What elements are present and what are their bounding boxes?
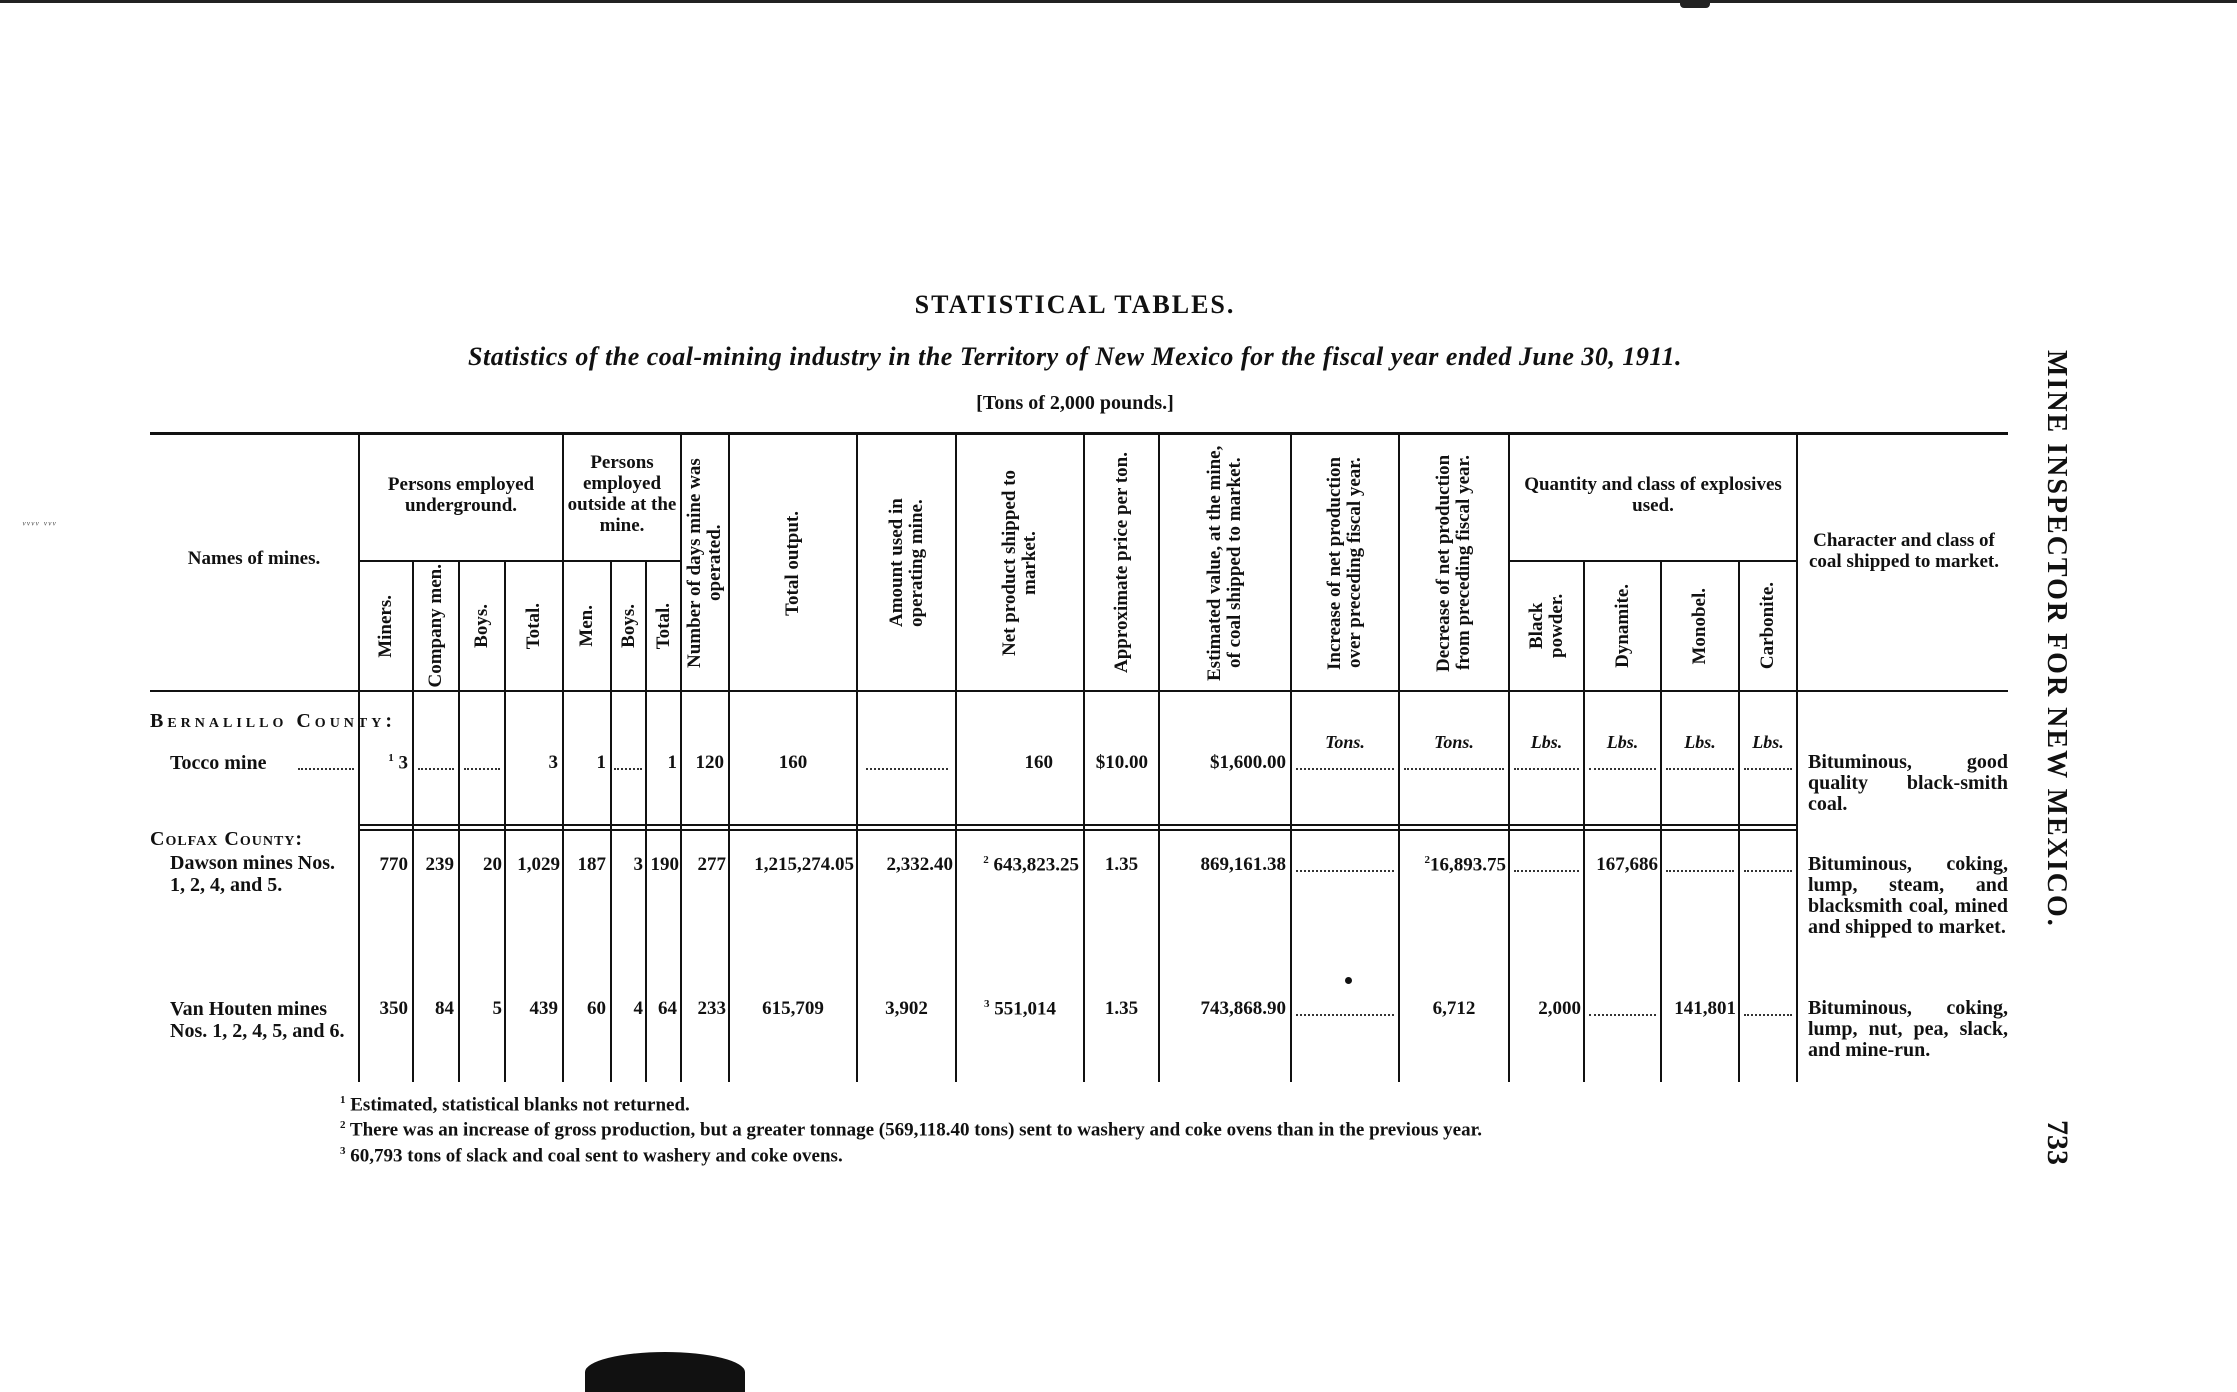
header-names: Names of mines. bbox=[187, 548, 321, 569]
county-name: Colfax County: bbox=[150, 828, 304, 850]
unit-increase: Tons. bbox=[1325, 732, 1365, 752]
footnotes bbox=[340, 1090, 1482, 1166]
blank-company-men bbox=[418, 768, 454, 770]
unit-dynamite: Lbs. bbox=[1606, 732, 1639, 752]
cell-total-output: 160 bbox=[778, 752, 808, 773]
header-black-powder: Black powder. bbox=[1525, 593, 1567, 659]
cell-men-outside: 1 bbox=[596, 752, 606, 773]
header-outside-group: Persons employed outside at the mine. bbox=[567, 452, 677, 536]
blank-increase bbox=[1296, 870, 1394, 872]
group-rule-explosives bbox=[1508, 560, 1796, 562]
col-rule bbox=[1796, 432, 1798, 1082]
cell-net-product: $^3$ 551,014 bbox=[984, 998, 1056, 1020]
footnote: $^1$ Estimated, statistical blanks not returned. bbox=[340, 1094, 690, 1116]
cell-total-output: 1,215,274.05 bbox=[754, 854, 854, 875]
scan-artifact-blob bbox=[585, 1352, 745, 1392]
header-men-outside: Men. bbox=[576, 605, 597, 647]
header-price: Approximate price per ton. bbox=[1110, 452, 1132, 674]
leader-dots bbox=[298, 768, 354, 770]
header-bottom-rule bbox=[150, 690, 2008, 692]
col-rule bbox=[1508, 432, 1510, 1082]
blank-dynamite bbox=[1589, 1014, 1656, 1016]
cell-price: 1.35 bbox=[1104, 998, 1139, 1019]
header-total-outside: Total. bbox=[652, 602, 674, 650]
cell-boys-outside: 3 bbox=[633, 854, 643, 875]
header-monobel: Monobel. bbox=[1689, 587, 1710, 665]
cell-days: 277 bbox=[697, 854, 726, 875]
header-amount-used: Amount used in operating mine. bbox=[885, 498, 927, 628]
stray-dot bbox=[1345, 977, 1352, 984]
footnote: $^2$ There was an increase of gross production, but a greater tonnage (569,118.40 tons) sent to washery and coke ovens than in the previous year. bbox=[340, 1119, 1483, 1141]
section-rule-2 bbox=[358, 829, 1798, 831]
header-increase: Increase of net production over preceding fiscal year. bbox=[1324, 456, 1365, 670]
header-company-men: Company men. bbox=[425, 564, 446, 688]
mine-name: Van Houten mines Nos. 1, 2, 4, 5, and 6. bbox=[170, 998, 345, 1042]
cell-total-output: 615,709 bbox=[762, 998, 824, 1019]
mine-name: Tocco mine bbox=[170, 752, 267, 774]
blank-dynamite bbox=[1589, 768, 1656, 770]
page-number: 733 bbox=[2041, 1120, 2074, 1165]
cell-monobel: 141,801 bbox=[1674, 998, 1736, 1019]
header-carbonite: Carbonite. bbox=[1757, 582, 1778, 670]
cell-boys-outside: 4 bbox=[633, 998, 643, 1019]
page-title: STATISTICAL TABLES. bbox=[914, 290, 1236, 319]
blank-increase bbox=[1296, 768, 1394, 770]
cell-total-underground: 1,029 bbox=[517, 854, 560, 875]
blank-carbonite bbox=[1744, 1014, 1792, 1016]
footnote: $^3$ 60,793 tons of slack and coal sent to washery and coke ovens. bbox=[340, 1144, 843, 1166]
header-boys-underground: Boys. bbox=[471, 604, 492, 648]
cell-men-outside: 187 bbox=[577, 854, 606, 875]
cell-decrease: $^2$16,893.75 bbox=[1424, 854, 1506, 876]
cell-miners: 770 bbox=[379, 854, 408, 875]
unit-carbonite: Lbs. bbox=[1752, 732, 1784, 752]
header-miners: Miners. bbox=[375, 594, 396, 658]
header-decrease: Decrease of net production from preceding fiscal year. bbox=[1433, 454, 1474, 672]
cell-net-product: $^2$ 643,823.25 bbox=[983, 854, 1079, 876]
cell-dynamite: 167,686 bbox=[1596, 854, 1658, 875]
blank-carbonite bbox=[1744, 870, 1792, 872]
cell-estimated-value: 743,868.90 bbox=[1200, 998, 1286, 1019]
header-explosives-group: Quantity and class of explosives used. bbox=[1524, 474, 1782, 516]
cell-amount-used: 2,332.40 bbox=[886, 854, 953, 875]
county-name: Bernalillo County: bbox=[150, 710, 397, 732]
top-edge-line bbox=[0, 0, 2237, 3]
cell-men-outside: 60 bbox=[587, 998, 606, 1019]
cell-company-men: 84 bbox=[435, 998, 454, 1019]
cell-total-outside: 64 bbox=[658, 998, 677, 1019]
header-days-operated: Number of days mine was operated. bbox=[684, 458, 725, 668]
cell-days: 120 bbox=[695, 752, 724, 773]
cell-net-product: 160 bbox=[1024, 752, 1053, 773]
cell-total-outside: 1 bbox=[667, 752, 677, 773]
blank-boys-outside bbox=[614, 768, 642, 770]
unit-note: [Tons of 2,000 pounds.] bbox=[976, 392, 1174, 414]
running-head: MINE INSPECTOR FOR NEW MEXICO. bbox=[2041, 350, 2072, 928]
cell-miners: $^1$ 3 bbox=[388, 752, 408, 774]
header-total-output: Total output. bbox=[782, 510, 803, 616]
table-caption: Statistics of the coal-mining industry in the Territory of New Mexico for the fiscal year ended June 30, 1911. bbox=[468, 342, 1682, 371]
section-rule-1 bbox=[358, 824, 1798, 826]
blank-black-powder bbox=[1514, 870, 1579, 872]
cell-total-outside: 190 bbox=[650, 854, 679, 875]
header-boys-outside: Boys. bbox=[617, 604, 639, 648]
cell-estimated-value: $1,600.00 bbox=[1210, 752, 1286, 773]
cell-days: 233 bbox=[697, 998, 726, 1019]
cell-estimated-value: 869,161.38 bbox=[1200, 854, 1286, 875]
header-net-product: Net product shipped to market. bbox=[999, 470, 1040, 656]
cell-total-underground: 3 bbox=[548, 752, 558, 773]
unit-decrease: Tons. bbox=[1434, 732, 1474, 752]
group-rule-persons bbox=[358, 560, 680, 562]
unit-monobel: Lbs. bbox=[1684, 732, 1716, 752]
scan-artifact-mark bbox=[1680, 0, 1710, 8]
unit-black-powder: Lbs. bbox=[1530, 732, 1563, 752]
cell-black-powder: 2,000 bbox=[1538, 998, 1581, 1019]
blank-amount-used bbox=[866, 768, 948, 770]
header-dynamite: Dynamite. bbox=[1611, 584, 1633, 668]
blank-increase bbox=[1296, 1014, 1394, 1016]
cell-decrease: 6,712 bbox=[1432, 998, 1476, 1019]
header-underground-group: Persons employed underground. bbox=[387, 474, 535, 516]
table-top-rule bbox=[150, 432, 2008, 435]
blank-black-powder bbox=[1514, 768, 1579, 770]
header-total-underground: Total. bbox=[523, 602, 544, 650]
cell-total-underground: 439 bbox=[529, 998, 558, 1019]
cell-boys: 5 bbox=[492, 998, 502, 1019]
header-character: Character and class of coal shipped to market. bbox=[1809, 530, 1999, 572]
blank-monobel bbox=[1666, 768, 1734, 770]
cell-company-men: 239 bbox=[425, 854, 454, 875]
blank-decrease bbox=[1404, 768, 1504, 770]
cell-character: Bituminous, coking, lump, steam, and blacksmith coal, mined and shipped to market. bbox=[1808, 853, 2008, 938]
cell-price: 1.35 bbox=[1104, 854, 1139, 875]
margin-marks: ᵛᵛᵛᵛ ᵛᵛᵛ bbox=[22, 518, 57, 532]
blank-carbonite bbox=[1744, 768, 1792, 770]
cell-miners: 350 bbox=[379, 998, 408, 1019]
mine-name: Dawson mines Nos. 1, 2, 4, and 5. bbox=[170, 852, 336, 896]
blank-boys bbox=[464, 768, 500, 770]
cell-price: $10.00 bbox=[1095, 752, 1148, 773]
cell-amount-used: 3,902 bbox=[885, 998, 928, 1019]
cell-character: Bituminous, coking, lump, nut, pea, slack, and mine-run. bbox=[1808, 997, 2008, 1061]
cell-character: Bituminous, good quality black-smith coal. bbox=[1808, 751, 2008, 815]
blank-monobel bbox=[1666, 870, 1734, 872]
cell-boys: 20 bbox=[483, 854, 502, 875]
header-estimated-value: Estimated value, at the mine, of coal shipped to market. bbox=[1204, 445, 1245, 681]
